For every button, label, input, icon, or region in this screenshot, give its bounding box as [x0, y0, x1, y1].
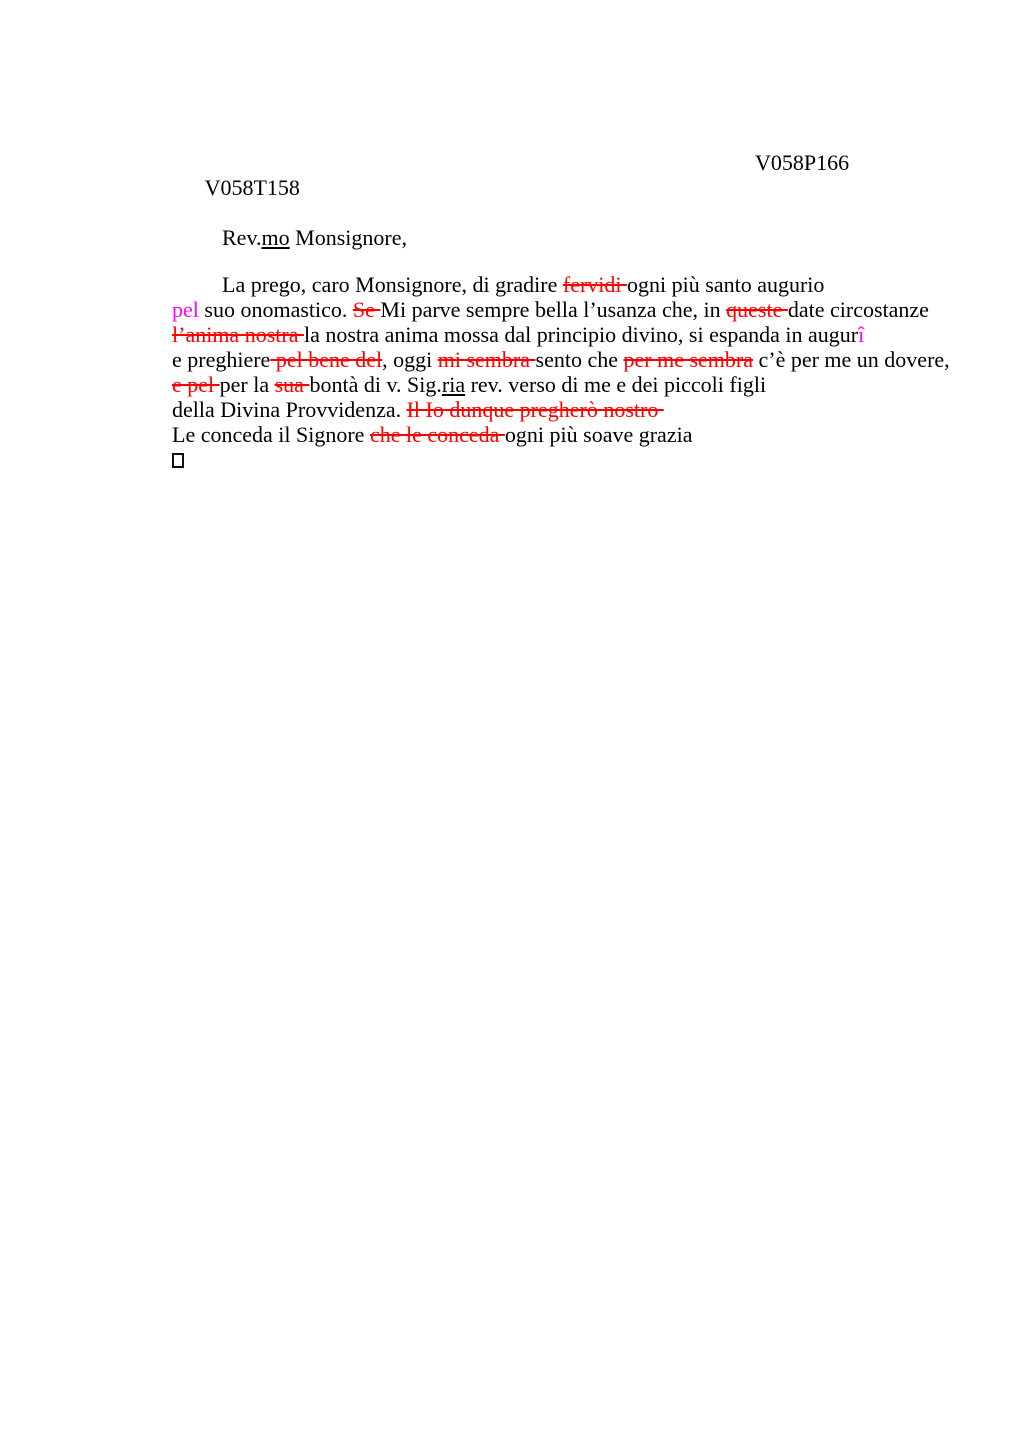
text-segment: per la	[219, 372, 275, 397]
deleted-text: per me sembra	[623, 347, 753, 372]
text-segment: ogni più soave grazia	[504, 422, 693, 447]
deleted-text: Il Io dunque pregherò nostro	[406, 397, 664, 422]
text-segment: Rev.	[222, 225, 262, 250]
text-line	[172, 397, 932, 422]
deleted-text: pel bene del	[270, 347, 383, 372]
underlined-text: mo	[261, 225, 290, 250]
text-line	[172, 422, 932, 447]
document-header	[172, 150, 932, 200]
letter-content	[172, 150, 950, 472]
inserted-text: î	[858, 322, 865, 347]
text-line	[172, 372, 932, 397]
deleted-text: fervidi	[562, 272, 628, 297]
deleted-text: che le conceda	[369, 422, 505, 447]
text-segment: bontà di v. Sig.	[309, 372, 442, 397]
text-line	[172, 322, 932, 347]
text-segment: , oggi	[382, 347, 438, 372]
doc-id-left: V058T158	[204, 175, 300, 200]
inserted-text: pel	[172, 297, 199, 322]
text-segment: Mi parve sempre bella l’usanza che, in	[380, 297, 727, 322]
text-segment: Monsignore,	[289, 225, 407, 250]
underlined-text: ria	[441, 372, 466, 397]
text-segment: suo onomastico.	[198, 297, 353, 322]
deleted-text: mi sembra	[437, 347, 536, 372]
text-segment: Le conceda il Signore	[172, 422, 370, 447]
deleted-text: e pel	[172, 372, 220, 397]
white-square-glyph	[172, 453, 184, 468]
text-segment: La prego, caro Monsignore, di gradire	[222, 272, 563, 297]
text-segment: la nostra anima mossa dal principio divino, si espanda in augur	[303, 322, 859, 347]
text-line	[172, 447, 932, 472]
text-segment: date circostanze	[787, 297, 929, 322]
text-line	[172, 297, 932, 322]
deleted-text: Se	[352, 297, 381, 322]
text-segment: e preghiere	[172, 347, 271, 372]
text-line	[172, 347, 950, 372]
deleted-text: sua	[274, 372, 310, 397]
text-line	[172, 225, 932, 250]
deleted-text: l’anima nostra	[172, 322, 304, 347]
text-line	[172, 272, 932, 297]
deleted-text: queste	[726, 297, 788, 322]
letter-paragraph	[172, 272, 950, 472]
salutation-block	[172, 225, 932, 250]
doc-id-right: V058P166	[755, 150, 850, 175]
text-segment: rev. verso di me e dei piccoli figli	[465, 372, 767, 397]
text-segment: della Divina Provvidenza.	[172, 397, 407, 422]
text-segment: c’è per me un dovere,	[752, 347, 950, 372]
text-segment: sento che	[535, 347, 624, 372]
text-segment: ogni più santo augurio	[627, 272, 825, 297]
